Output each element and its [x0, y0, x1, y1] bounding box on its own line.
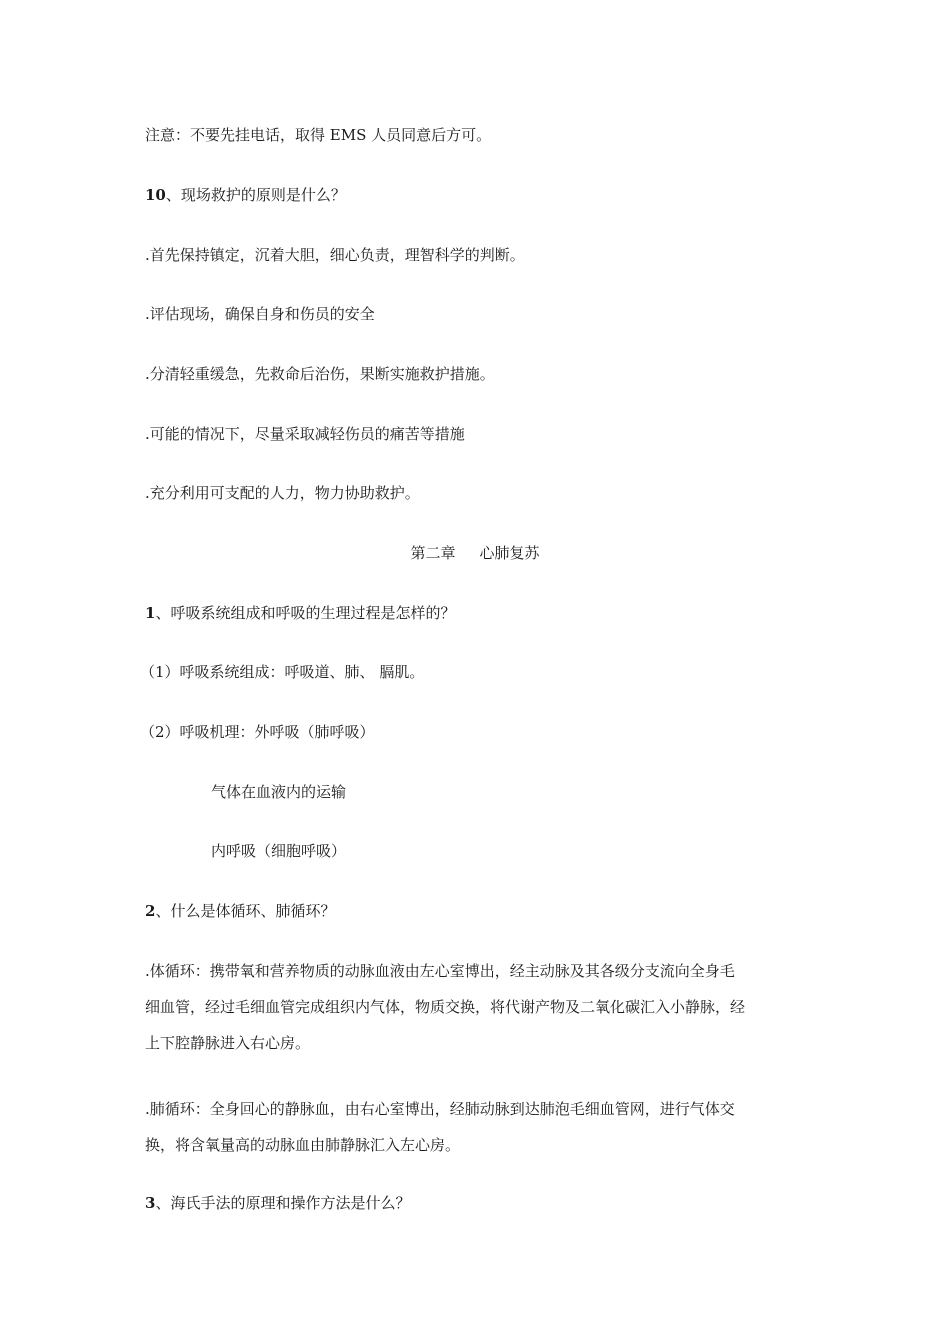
note-line: 注意：不要先挂电话，取得 EMS 人员同意后方可。 — [145, 126, 492, 144]
question-2 — [145, 901, 335, 921]
paragraph-line: .肺循环：全身回心的静脉血，由右心室博出，经肺动脉到达肺泡毛细血管网，进行气体交 — [145, 1100, 735, 1118]
paragraph-line: 细血管，经过毛细血管完成组织内气体，物质交换，将代谢产物及二氧化碳汇入小静脉，经 — [145, 998, 746, 1016]
answer-subitem: 内呼吸（细胞呼吸） — [211, 842, 347, 860]
pulmonary-circulation-paragraph — [145, 1091, 809, 1163]
chapter-label: 第二章 — [410, 544, 456, 562]
paragraph-line: 上下腔静脉进入右心房。 — [145, 1034, 311, 1052]
answer-item: （1）呼吸系统组成：呼吸道、肺、 膈肌。 — [140, 663, 425, 681]
question-text: 、什么是体循环、肺循环？ — [155, 902, 336, 920]
principle-item: .充分利用可支配的人力，物力协助救护。 — [145, 484, 420, 502]
paragraph-line: 换，将含氧量高的动脉血由肺静脉汇入左心房。 — [145, 1136, 461, 1154]
question-number: 1 — [145, 604, 156, 622]
question-number: 10 — [145, 186, 166, 204]
principle-item: .分清轻重缓急，先救命后治伤，果断实施救护措施。 — [145, 365, 495, 383]
question-text: 、海氏手法的原理和操作方法是什么？ — [155, 1194, 411, 1212]
paragraph-line: .体循环：携带氧和营养物质的动脉血液由左心室博出，经主动脉及其各级分支流向全身毛 — [145, 962, 735, 980]
chapter-title: 心肺复苏 — [479, 544, 540, 562]
question-text: 、呼吸系统组成和呼吸的生理过程是怎样的？ — [155, 604, 456, 622]
principle-item: .评估现场，确保自身和伤员的安全 — [145, 305, 375, 323]
question-text: 、现场救护的原则是什么？ — [165, 186, 346, 204]
question-3 — [145, 1193, 410, 1213]
chapter-heading — [0, 543, 950, 563]
question-number: 3 — [145, 1194, 156, 1212]
principle-item: .可能的情况下，尽量采取减轻伤员的痛苦等措施 — [145, 425, 465, 443]
question-10 — [145, 185, 346, 205]
answer-subitem: 气体在血液内的运输 — [211, 783, 347, 801]
question-number: 2 — [145, 902, 156, 920]
question-1 — [145, 603, 455, 623]
principle-item: .首先保持镇定，沉着大胆，细心负责，理智科学的判断。 — [145, 246, 525, 264]
systemic-circulation-paragraph — [145, 953, 809, 1061]
answer-item: （2）呼吸机理：外呼吸（肺呼吸） — [140, 723, 375, 741]
